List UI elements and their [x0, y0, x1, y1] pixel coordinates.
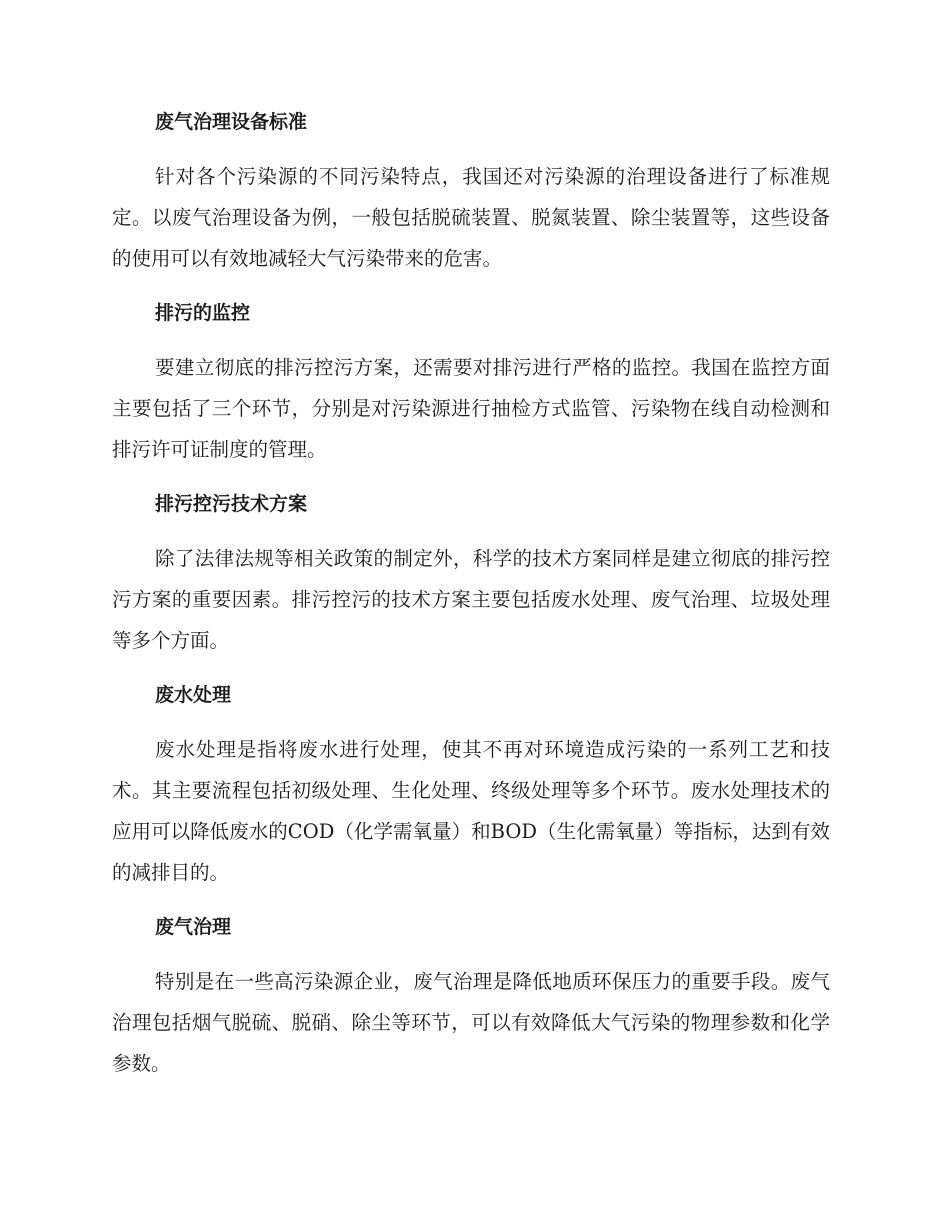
section-heading: 排污的监控 — [155, 302, 251, 324]
section-heading: 废水处理 — [155, 684, 232, 706]
section-paragraph: 要建立彻底的排污控污方案，还需要对排污进行严格的监控。我国在监控方面主要包括了三个环节，分别是对污染源进行抽检方式监管、污染物在线自动检测和排污许可证制度的管理。 — [112, 356, 830, 461]
section-paragraph: 除了法律法规等相关政策的制定外，科学的技术方案同样是建立彻底的排污控污方案的重要因素。排污控污的技术方案主要包括废水处理、废气治理、垃圾处理等多个方面。 — [112, 547, 830, 652]
section-paragraph: 废水处理是指将废水进行处理，使其不再对环境造成污染的一系列工艺和技术。其主要流程包括初级处理、生化处理、终级处理等多个环节。废水处理技术的应用可以降低废水的COD（化学需氧量）和BOD（生化需氧量）等指标，达到有效的减排目的。 — [112, 738, 830, 884]
section-heading: 排污控污技术方案 — [155, 493, 308, 515]
section-paragraph: 特别是在一些高污染源企业，废气治理是降低地质环保压力的重要手段。废气治理包括烟气脱硫、脱硝、除尘等环节，可以有效降低大气污染的物理参数和化学参数。 — [112, 970, 830, 1075]
section-heading: 废气治理 — [155, 916, 232, 938]
document-page — [112, 108, 830, 1104]
section-heading: 废气治理设备标准 — [155, 111, 308, 133]
section-paragraph: 针对各个污染源的不同污染特点，我国还对污染源的治理设备进行了标准规定。以废气治理设备为例，一般包括脱硫装置、脱氮装置、除尘装置等，这些设备的使用可以有效地减轻大气污染带来的危害。 — [112, 165, 830, 270]
